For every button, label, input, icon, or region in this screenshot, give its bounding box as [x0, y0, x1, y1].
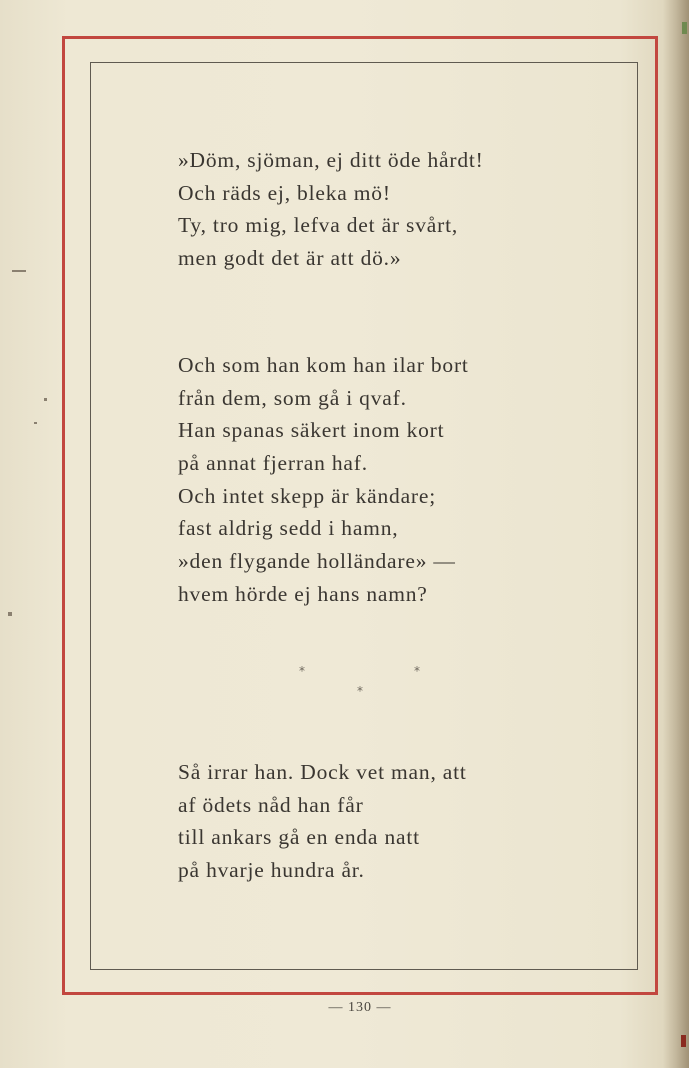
- section-divider: [290, 664, 440, 704]
- page-number: — 130 —: [328, 1000, 392, 1015]
- asterisk-glyph: *: [414, 664, 420, 678]
- poem-line: af ödets nåd han får: [178, 792, 364, 817]
- poem-line: »den flygande holländare» —: [178, 549, 456, 574]
- poem-line: på annat fjerran haf.: [178, 451, 368, 476]
- scan-speck: [681, 1035, 686, 1047]
- scan-speck: [12, 270, 26, 272]
- poem-line: på hvarje hundra år.: [178, 858, 365, 883]
- poem-line: Och som han kom han ilar bort: [178, 353, 469, 377]
- scan-speck: [8, 612, 12, 616]
- poem-line: Så irrar han. Dock vet man, att: [178, 760, 467, 784]
- poem-line: Och räds ej, bleka mö!: [178, 180, 391, 205]
- poem-line: Han spanas säkert inom kort: [178, 418, 445, 443]
- stanza-3: [178, 756, 578, 887]
- page-edge-shadow: [663, 0, 689, 1068]
- poem-line: »Döm, sjöman, ej ditt öde hårdt!: [178, 148, 484, 172]
- stanza-1: [178, 144, 578, 275]
- poem-line: hvem hörde ej hans namn?: [178, 581, 428, 606]
- scan-speck: [44, 398, 47, 401]
- poem-line: fast aldrig sedd i hamn,: [178, 516, 399, 541]
- asterisk-glyph: *: [357, 684, 363, 698]
- scan-speck: [34, 422, 37, 424]
- poem-line: från dem, som gå i qvaf.: [178, 385, 407, 410]
- poem-line: till ankars gå en enda natt: [178, 825, 420, 850]
- poem-line: Ty, tro mig, lefva det är svårt,: [178, 213, 459, 238]
- scan-speck: [682, 22, 687, 34]
- stanza-2: [178, 349, 578, 611]
- asterisk-glyph: *: [299, 664, 305, 678]
- poem-line: Och intet skepp är kändare;: [178, 483, 437, 508]
- poem-line: men godt det är att dö.»: [178, 246, 402, 271]
